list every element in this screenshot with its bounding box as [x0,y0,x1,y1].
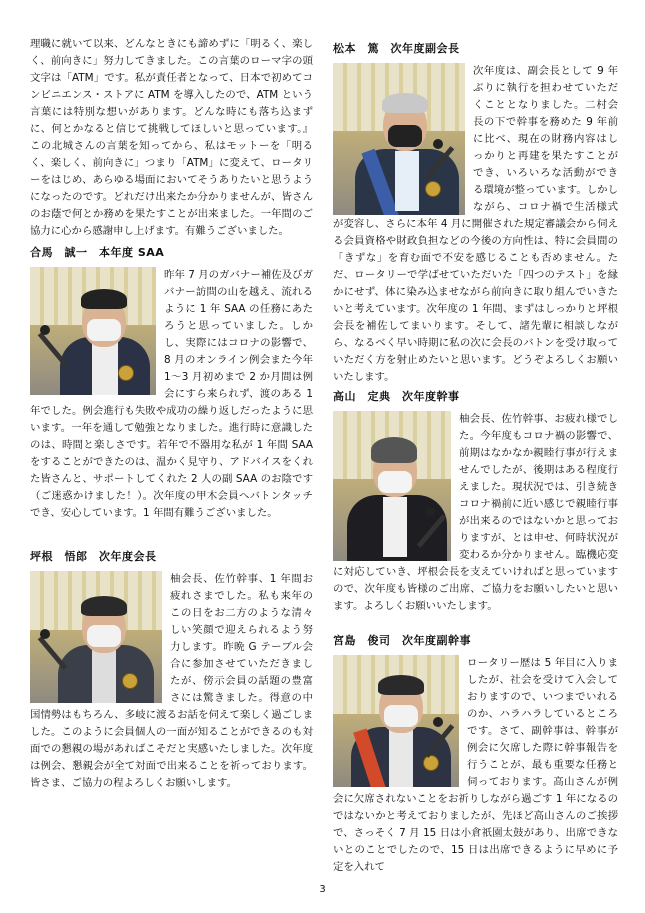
portrait-photo [333,411,451,561]
section-text: 柚会長、佐竹幹事、1 年間お疲れさまでした。私も来年のこの日をお二方のような清々しい笑顔で迎えられるよう努力します。昨晩 G テーブル会合に参加させていただきましたが、傍示会員の話題の豊富さには驚きました。得意の中国情勢はもちろん、多岐に渡るお話を伺えて楽しく過ごしました。このように会員個人の一面が知ることができるのも対面での懇親の場があればこそだと実感いたしました。次年度は例会、懇親会が全て対面で出来ることを祈っております。皆さま、ご協力の程よろしくお願いします。 [30,573,313,789]
portrait-photo [333,63,465,215]
section-text: 次年度は、副会長として 9 年ぶりに執行を担わせていただくこととなりました。二村会長の下で幹事を務めた 9 年前に比べ、現在の財務内容はしっかりと再建を果たすことができ、いろいろな活動ができる環境が整っています。しかしながら、コロナ禍で生活様式が変容し、さらに本年 4 月に開催された規定審議会から伺える会員資格や財政負担などの今後の方向性は、特に会員間の「きずな」を育む面で不安を感じることも否めません。ただ、ロータリーで学ばせていただいた「四つのテスト」を縁かにせず、体に染み込ませながら前向きに取り組んでいきたいと考えています。次年度の 1 年間、まずはしっかりと坪根会長を補佐してまいります。そして、諸先輩に相談しながら、なるべく早い時期に私の次に会長のバトンを受け取っていただく方を射止めたいと思います。どうぞよろしくお願いいたします。 [333,65,618,383]
intro-section [30,36,313,240]
intro-paragraph: 理職に就いて以来、どんなときにも諦めずに「明るく、楽しく、前向きに」努力してきました。この言葉のローマ字の頭文字は「ATM」です。私が責任者となって、日本で初めてコンビニエンス・ストアに ATM を導入したので、ATM という言葉には特別な想いがあります。どんな時にも落ち込まずに、何とかなると信じて挑戦してほしいと思っています。』この北城さんの言葉を知ってから、私はモットーを「明るく、楽しく、前向きに」つまり「ATM」に変えて、ロータリーをはじめ、あらゆる場面においてそうありたいと思うようになったのです。どれだけ出来たか分かりませんが、皆さんのお蔭で何とか務めを果たすことが出来ました。一年間のご協力に心から感謝申し上げます。有難うございました。 [30,38,313,237]
section-deputy-secretary [333,632,618,876]
section-text: 昨年 7 月のガバナー補佐及びガバナー訪問の山を越え、流れるように 1 年 SAA の任務にあたろうと思っていました。しかし、実際にはコロナの影響で、8 月のオンライン例会また今年 1～3 月初めまで 2 か月間は例会にすら来られず、渡のある 1 年でした。例会進行も失敗や成功の繰り返しだったように思います。一年を通して勉強となりました。進行時に意識したのは、時間と楽しさです。若年で不器用な私が 1 年間 SAA をすることができたのは、温かく見守り、アドバイスをくれた皆さんと、サポートしてくれた 2 人の副 SAA のお陰です（ご迷惑かけました！）。次年度の甲木会員へバトンタッチでき、安心しています。1 年間有難うございました。 [30,269,313,519]
portrait-photo [30,571,162,703]
section-heading: 合馬 誠一 本年度 SAA [30,246,165,259]
section-heading: 坪根 悟郎 次年度会長 [30,550,157,563]
section-heading: 松本 篤 次年度副会長 [333,42,460,55]
section-heading: 高山 定典 次年度幹事 [333,390,460,403]
portrait-photo [30,267,156,395]
section-text: ロータリー歴は 5 年目に入りましたが、社会を受けて入会しておりますので、いつまでいれるのか、ハラハラしているところです。さて、副幹事は、幹事が例会に欠席した際に幹事報告を行うことが、最も重要な任務と伺っております。高山さんが例会に欠席されないことをお祈りしながら過ごす 1 年になるのではないかと考えておりましたが、先ほど高山さんのご挨拶で、さっそく 7 月 15 日は小倉祇園太鼓があり、出席できないとのことでしたので、15 日は出席できるように早めに予定を入れて [333,657,618,873]
page-number: 3 [319,884,326,895]
portrait-photo [333,655,459,787]
section-secretary [333,388,618,615]
section-text: 柚会長、佐竹幹事、お疲れ様でした。今年度もコロナ禍の影響で、前期はなかなか親睦行事が行えませんでしたが、後期はある程度行えました。現状況では、引き続きコロナ禍前に近い感じで親睦行事が出来るのではないかと思っておりますが、とは申せ、何時状況が変わるか分かりません。臨機応変に対応していき、坪根会長を支えていければと思っていますので、次年度も皆様のご出席、ご協力をお願いしたいと思います。よろしくお願いいたします。 [333,413,618,612]
section-vice-president [333,40,618,386]
section-saa [30,244,313,522]
section-president-elect [30,548,313,792]
section-heading: 宮島 俊司 次年度副幹事 [333,634,471,647]
